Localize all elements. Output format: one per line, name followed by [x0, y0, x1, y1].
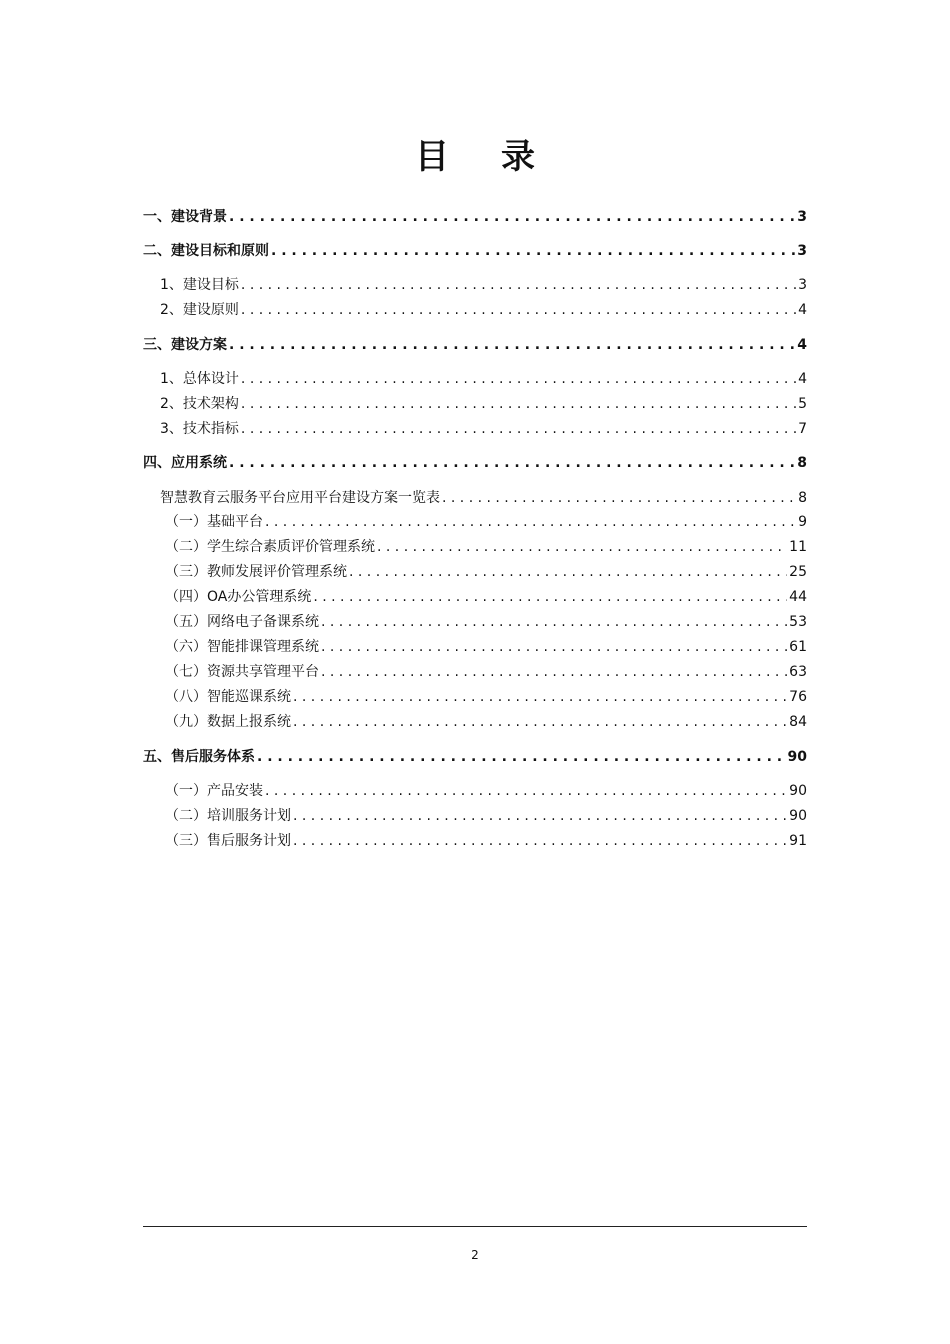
- toc-page: 25: [789, 564, 807, 580]
- toc-page: 44: [789, 589, 807, 605]
- toc-entry[interactable]: [165, 782, 807, 800]
- toc-number: （三）: [165, 564, 207, 580]
- toc-page: 63: [789, 664, 807, 680]
- toc-leader: [271, 242, 795, 260]
- toc-leader: [241, 276, 796, 294]
- toc-number: （一）: [165, 783, 207, 799]
- toc-label: 1、建设目标: [160, 277, 239, 293]
- toc-label: 智能排课管理系统: [207, 639, 319, 655]
- toc-label: 3、技术指标: [160, 421, 239, 437]
- toc-entry[interactable]: [143, 208, 807, 226]
- toc-entry[interactable]: [160, 489, 807, 507]
- toc-entry[interactable]: [143, 748, 807, 766]
- title-char-2: 录: [501, 136, 535, 177]
- toc-leader: [241, 370, 796, 388]
- title-char-1: 目: [415, 136, 449, 177]
- toc-label: 五、售后服务体系: [143, 749, 255, 765]
- toc-page: 8: [798, 490, 807, 506]
- toc-label: 一、建设背景: [143, 209, 227, 225]
- toc-page: 9: [798, 514, 807, 530]
- toc-entry[interactable]: [165, 563, 807, 581]
- toc-entry[interactable]: [165, 613, 807, 631]
- toc-label: 2、技术架构: [160, 396, 239, 412]
- toc-leader: [377, 538, 787, 556]
- toc-page: 3: [797, 243, 807, 259]
- toc-page: 76: [789, 689, 807, 705]
- toc-label: OA办公管理系统: [207, 589, 312, 605]
- toc-label: 智慧教育云服务平台应用平台建设方案一览表: [160, 490, 440, 506]
- toc-entry[interactable]: [160, 420, 807, 438]
- toc-label: 1、总体设计: [160, 371, 239, 387]
- toc-page: 3: [797, 209, 807, 225]
- toc-entry[interactable]: [160, 276, 807, 294]
- toc-page: 4: [798, 371, 807, 387]
- toc-page: 61: [789, 639, 807, 655]
- toc-leader: [241, 395, 796, 413]
- toc-label: 产品安装: [207, 783, 263, 799]
- toc-label: 二、建设目标和原则: [143, 243, 269, 259]
- toc-leader: [257, 748, 786, 766]
- toc-page: 11: [789, 539, 807, 555]
- toc-page: 90: [789, 808, 807, 824]
- toc-leader: [229, 454, 795, 472]
- toc-entry[interactable]: [165, 807, 807, 825]
- toc-number: （四）: [165, 589, 207, 605]
- toc-leader: [265, 513, 796, 531]
- footer-divider: [143, 1226, 807, 1227]
- toc-entry[interactable]: [165, 832, 807, 850]
- toc-leader: [241, 420, 796, 438]
- toc-label: 基础平台: [207, 514, 263, 530]
- toc-number: （五）: [165, 614, 207, 630]
- toc-label: 教师发展评价管理系统: [207, 564, 347, 580]
- toc-entry[interactable]: [165, 588, 807, 606]
- toc-label: 四、应用系统: [143, 455, 227, 471]
- toc-leader: [229, 208, 795, 226]
- toc-number: （一）: [165, 514, 207, 530]
- toc-page: 90: [789, 783, 807, 799]
- toc-page: 5: [798, 396, 807, 412]
- toc-leader: [321, 638, 787, 656]
- toc-entry[interactable]: [160, 301, 807, 319]
- toc-label: 资源共享管理平台: [207, 664, 319, 680]
- toc-label: 2、建设原则: [160, 302, 239, 318]
- toc-leader: [321, 613, 787, 631]
- toc-leader: [293, 688, 787, 706]
- toc-entry[interactable]: [143, 242, 807, 260]
- toc-leader: [313, 588, 787, 606]
- toc-entry[interactable]: [165, 688, 807, 706]
- toc-leader: [293, 713, 787, 731]
- toc-number: （三）: [165, 833, 207, 849]
- toc-page: 4: [798, 302, 807, 318]
- toc-page: 4: [797, 337, 807, 353]
- toc-label: 三、建设方案: [143, 337, 227, 353]
- toc-leader: [265, 782, 787, 800]
- toc-leader: [442, 489, 796, 507]
- toc-page: 53: [789, 614, 807, 630]
- toc-label: 培训服务计划: [207, 808, 291, 824]
- toc-entry[interactable]: [143, 454, 807, 472]
- toc-page: 3: [798, 277, 807, 293]
- toc-page: 7: [798, 421, 807, 437]
- toc-number: （九）: [165, 714, 207, 730]
- toc-entry[interactable]: [160, 370, 807, 388]
- toc-label: 网络电子备课系统: [207, 614, 319, 630]
- toc-leader: [241, 301, 796, 319]
- page-title: [0, 126, 950, 180]
- toc-page: 84: [789, 714, 807, 730]
- toc-leader: [349, 563, 787, 581]
- toc-entry[interactable]: [165, 538, 807, 556]
- toc-number: （二）: [165, 539, 207, 555]
- toc-label: 学生综合素质评价管理系统: [207, 539, 375, 555]
- toc-number: （六）: [165, 639, 207, 655]
- toc-page: 90: [787, 749, 807, 765]
- toc-label: 数据上报系统: [207, 714, 291, 730]
- toc-page: 91: [789, 833, 807, 849]
- toc-number: （八）: [165, 689, 207, 705]
- toc-leader: [293, 807, 787, 825]
- toc-entry[interactable]: [165, 513, 807, 531]
- toc-label: 售后服务计划: [207, 833, 291, 849]
- toc-leader: [321, 663, 787, 681]
- toc-leader: [293, 832, 787, 850]
- toc-leader: [229, 336, 795, 354]
- toc-entry[interactable]: [165, 638, 807, 656]
- toc-label: 智能巡课系统: [207, 689, 291, 705]
- toc-number: （二）: [165, 808, 207, 824]
- toc-number: （七）: [165, 664, 207, 680]
- toc-page: 8: [797, 455, 807, 471]
- toc-entry[interactable]: [143, 336, 807, 354]
- footer-page-number: 2: [471, 1248, 479, 1262]
- toc-entry[interactable]: [165, 713, 807, 731]
- toc-entry[interactable]: [165, 663, 807, 681]
- toc-entry[interactable]: [160, 395, 807, 413]
